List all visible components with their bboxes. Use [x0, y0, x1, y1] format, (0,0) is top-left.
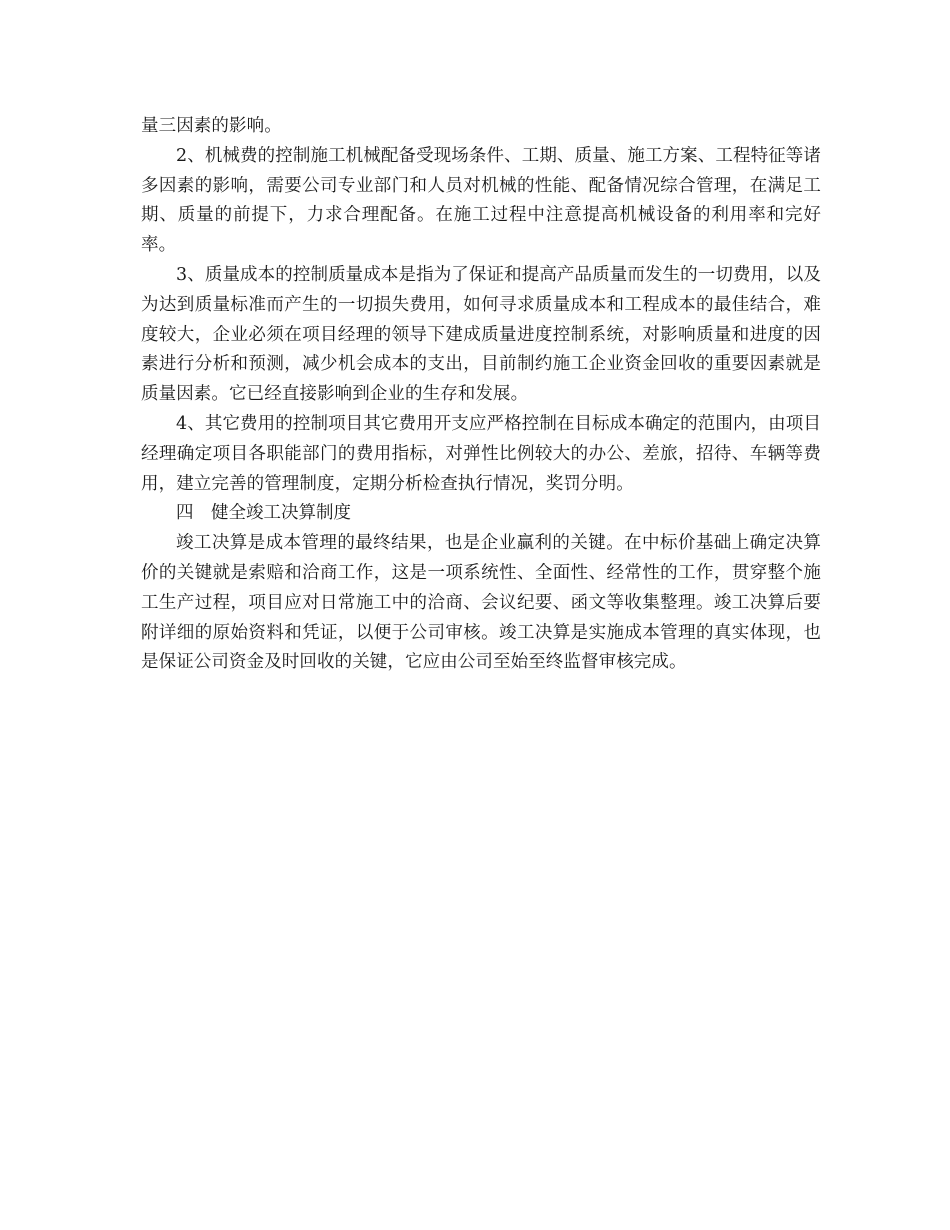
- paragraph-machinery-cost: 2、机械费的控制施工机械配备受现场条件、工期、质量、施工方案、工程特征等诸多因素的影响，需要公司专业部门和人员对机械的性能、配备情况综合管理，在满足工期、质量的前提下，力求合理配备。在施工过程中注意提高机械设备的利用率和完好率。: [141, 145, 821, 256]
- section-heading: 四 健全竣工决算制度: [176, 503, 351, 524]
- paragraph-continuation: 量三因素的影响。: [141, 116, 282, 136]
- paragraph-quality-cost: 3、质量成本的控制质量成本是指为了保证和提高产品质量而发生的一切费用，以及为达到质量标准而产生的一切损失费用，如何寻求质量成本和工程成本的最佳结合，难度较大，企业必须在项目经理的领导下建成质量进度控制系统，对影响质量和进度的因素进行分析和预测，减少机会成本的支出，目前制约施工企业资金回收的重要因素就是质量因素。它已经直接影响到企业的生存和发展。: [141, 264, 821, 405]
- paragraph-other-cost: 4、其它费用的控制项目其它费用开支应严格控制在目标成本确定的范围内，由项目经理确定项目各职能部门的费用指标，对弹性比例较大的办公、差旅，招待、车辆等费用，建立完善的管理制度，定期分析检查执行情况，奖罚分明。: [141, 413, 821, 494]
- document-page: [141, 112, 821, 678]
- paragraph-final-accounts: 竣工决算是成本管理的最终结果，也是企业赢利的关键。在中标价基础上确定决算价的关键就是索赔和洽商工作，这是一项系统性、全面性、经常性的工作，贯穿整个施工生产过程，项目应对日常施工中的洽商、会议纪要、函文等收集整理。竣工决算后要附详细的原始资料和凭证，以便于公司审核。竣工决算是实施成本管理的真实体现，也是保证公司资金及时回收的关键，它应由公司至始至终监督审核完成。: [141, 533, 821, 673]
